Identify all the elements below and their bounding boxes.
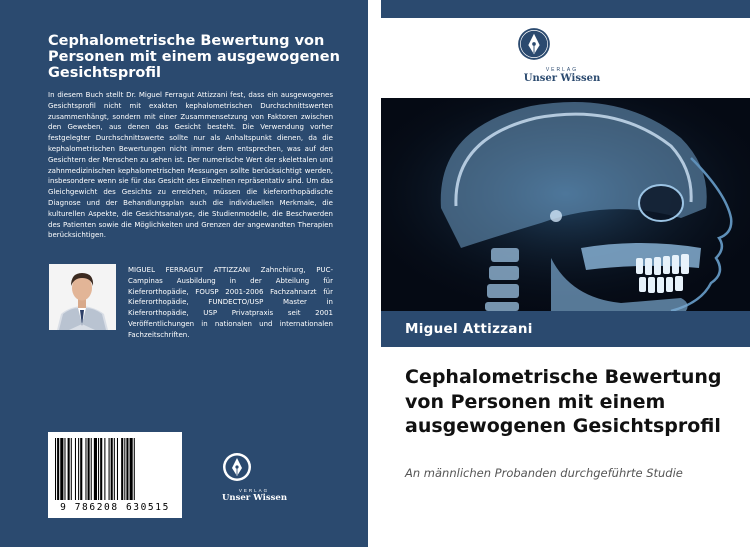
barcode-bar (64, 438, 65, 500)
front-cover-title: Cephalometrische Bewertung von Personen mit einem ausgewogenen Gesichtsprofil (405, 366, 722, 437)
barcode-bar (126, 438, 128, 500)
barcode-bar (121, 438, 123, 500)
skull-xray-icon (381, 98, 750, 311)
cover-xray-image (381, 98, 750, 311)
barcode-bar (91, 438, 92, 500)
author-bio: MIGUEL FERRAGUT ATTIZZANI Zahnchirurg, PUC-Campinas Ausbildung in der Abteilung für Kieferorthopädie, FOUSP 2001-2006 Fachzahnarzt für Kieferorthopädie, FUNDECTO/USP Master in Kieferorthopädie, USP Privatpraxis seit 2001 Veröffentlichungen in nationalen und internationalen Fachzeitschriften. (128, 266, 333, 339)
back-cover-title: Cephalometrische Bewertung von Personen mit einem ausgewogenen Gesichtsprofil (48, 33, 340, 81)
back-publisher-logo (222, 452, 286, 502)
barcode-bar (88, 438, 90, 500)
barcode-bar (100, 438, 102, 500)
barcode-bar (117, 438, 118, 500)
barcode-bar (71, 438, 72, 500)
barcode-bar (55, 438, 56, 500)
isbn-number: 9 786208 630515 (60, 502, 170, 513)
barcode-bars (53, 438, 177, 500)
back-cover-description: In diesem Buch stellt Dr. Miguel Ferragut Attizzani fest, dass ein ausgewogenes Gesichtsprofil nicht mit exakten kephalometrischen Durchschnittswerten zusammenhängt, sondern mit einer Zusammensetzung von Faktoren zwischen den Geweben, aus denen das Gesicht besteht. Die Verwendung vorher festgelegter Durchschnittswerte sollte nur als Anhaltspunkt dienen, da die kephalometrischen Bewertungen nicht immer dem entsprechen, was auf den Gesichtern der Menschen zu sehen ist. Der numerische Wert der skelettalen und zahnmedizinischen kephalometrischen Messungen sollte berücksichtigt werden, insbesondere wenn sie für das Gesicht des Einzelnen repräsentativ sind. Um das Gleichgewicht des Gesichts zu erreichen, müssen die kieferorthopädische Diagnose und der Behandlungsplan auch die individuellen Merkmale, die kulturellen Aspekte, die Gesichtsanalyse, die Studienmodelle, die Beschwerden des Patienten sowie die Möglichkeiten und Grenzen der angewandten Therapien berücksichtigen. (48, 91, 333, 240)
front-cover (381, 0, 750, 547)
isbn-barcode (48, 432, 182, 518)
logo-publisher-name: Unser Wissen (523, 73, 601, 84)
barcode-bar (80, 438, 82, 500)
front-author-name: Miguel Attizzani (405, 321, 533, 337)
barcode-bar (104, 438, 105, 500)
logo-publisher-name: Unser Wissen (222, 493, 288, 503)
barcode-bar (124, 438, 125, 500)
barcode-bar (114, 438, 115, 500)
front-top-bar (381, 0, 750, 18)
barcode-bar (68, 438, 70, 500)
author-portrait-icon (49, 264, 116, 330)
barcode-bar (57, 438, 59, 500)
barcode-bar (134, 438, 135, 500)
pen-nib-icon (517, 27, 551, 61)
front-cover-subtitle: An männlichen Probanden durchgeführte Studie (405, 466, 683, 480)
author-photo (49, 264, 116, 330)
barcode-bar (85, 438, 86, 500)
barcode-bar (111, 438, 113, 500)
author-band (381, 311, 750, 347)
barcode-bar (94, 438, 97, 500)
barcode-bar (98, 438, 99, 500)
barcode-bar (75, 438, 76, 500)
back-cover (0, 0, 368, 547)
logo-verlag-text: VERLAG (545, 67, 579, 73)
barcode-bar (60, 438, 63, 500)
pen-nib-icon (222, 452, 252, 482)
front-publisher-logo (517, 27, 607, 85)
barcode-bar (109, 438, 110, 500)
barcode-bar (130, 438, 133, 500)
barcode-bar (78, 438, 79, 500)
logo-verlag-text: VERLAG (238, 488, 270, 493)
